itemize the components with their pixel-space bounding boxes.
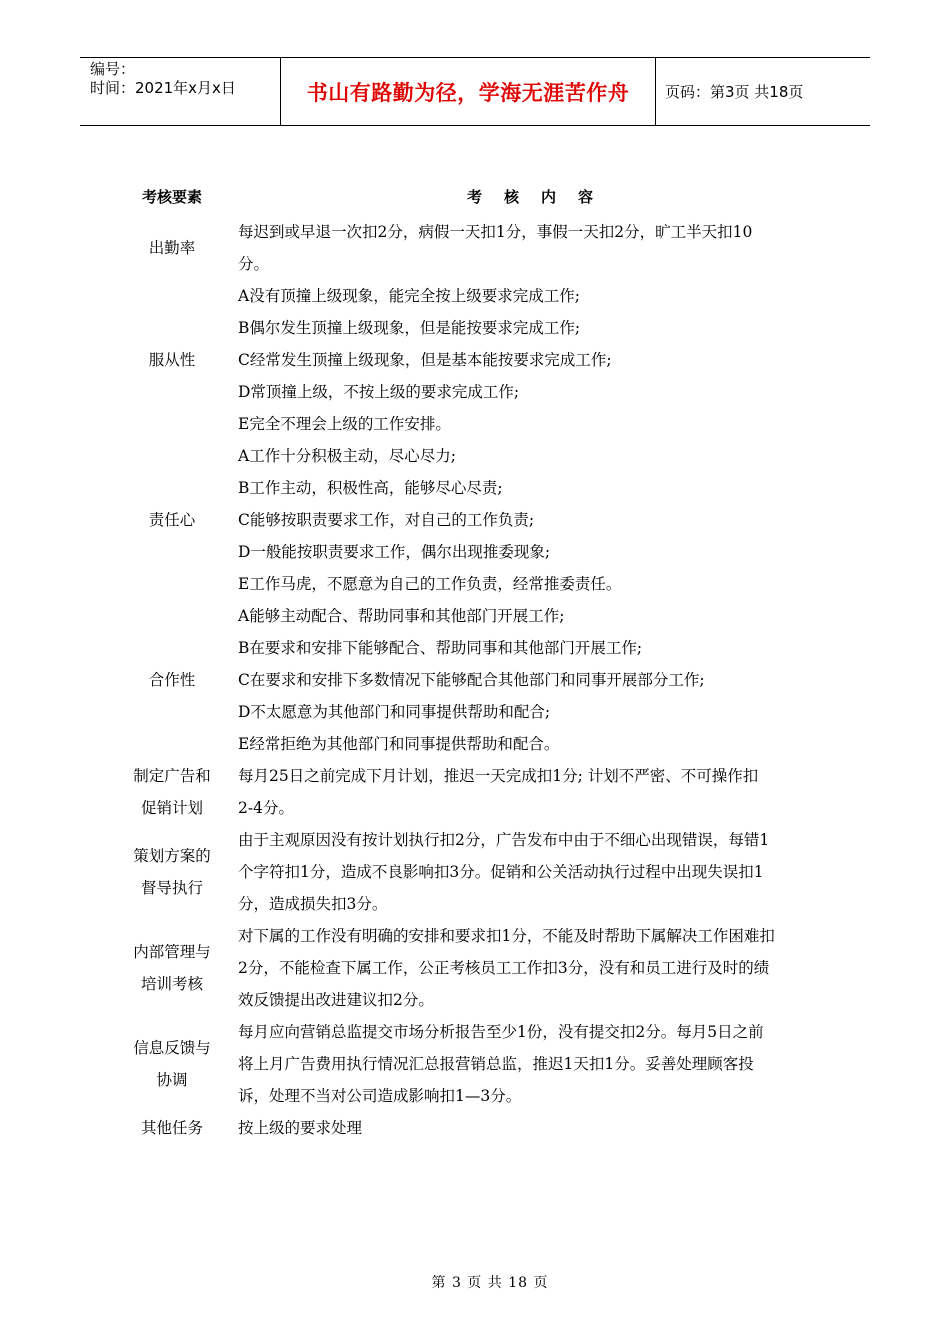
table-row: [120, 824, 840, 920]
content-line: 由于主观原因没有按计划执行扣2分，广告发布中由于不细心出现错误，每错1: [238, 831, 770, 849]
content-line: 诉，处理不当对公司造成影响扣1—3分。: [238, 1087, 522, 1105]
column-header-content: 考核内容: [466, 187, 615, 206]
row-label: 合作性: [148, 671, 196, 689]
content-line: 按上级的要求处理: [238, 1119, 363, 1137]
content-line: C在要求和安排下多数情况下能够配合其他部门和同事开展部分工作;: [238, 671, 705, 689]
content-line: 效反馈提出改进建议扣2分。: [238, 991, 434, 1009]
content-line: 2-4分。: [238, 799, 294, 817]
header-meta: [80, 58, 281, 125]
content-line: E工作马虎，不愿意为自己的工作负责，经常推委责任。: [238, 575, 622, 593]
table-row: [120, 920, 840, 1016]
assessment-table: [120, 176, 840, 1144]
content-line: C能够按职责要求工作，对自己的工作负责;: [238, 511, 535, 529]
row-label-cell: [120, 824, 224, 920]
content-line: 分，造成损失扣3分。: [238, 895, 388, 913]
row-label: 策划方案的督导执行: [133, 847, 211, 897]
content-line: B偶尔发生顶撞上级现象，但是能按要求完成工作;: [238, 319, 581, 337]
row-label: 信息反馈与协调: [133, 1039, 211, 1089]
table-row: [120, 440, 840, 600]
table-row: [120, 280, 840, 440]
row-content: [224, 760, 840, 824]
header-motto: 书山有路勤为径，学海无涯苦作舟: [281, 58, 656, 125]
table-row: [120, 600, 840, 760]
row-label-cell: [120, 1112, 224, 1144]
row-label-cell: [120, 920, 224, 1016]
number-label: 编号：: [90, 60, 136, 78]
row-label: 其他任务: [140, 1119, 203, 1137]
row-label-cell: [120, 280, 224, 440]
column-header-element: 考核要素: [141, 187, 202, 206]
content-line: 个字符扣1分，造成不良影响扣3分。促销和公关活动执行过程中出现失误扣1: [238, 863, 764, 881]
time-label: 时间：2021年x月x日: [90, 79, 236, 97]
table-body: [120, 216, 840, 1144]
table-row: [120, 216, 840, 280]
row-content: [224, 1016, 840, 1112]
row-content: [224, 600, 840, 760]
content-line: 每月应向营销总监提交市场分析报告至少1份，没有提交扣2分。每月5日之前: [238, 1023, 764, 1041]
row-content: [224, 440, 840, 600]
content-line: 分。: [238, 255, 270, 273]
row-label-cell: [120, 440, 224, 600]
content-line: C经常发生顶撞上级现象，但是基本能按要求完成工作;: [238, 351, 612, 369]
content-line: A没有顶撞上级现象，能完全按上级要求完成工作;: [238, 287, 580, 305]
content-line: 每迟到或早退一次扣2分，病假一天扣1分，事假一天扣2分，旷工半天扣10: [238, 223, 753, 241]
page-header: [80, 57, 870, 126]
table-row: [120, 1112, 840, 1144]
row-label-cell: [120, 760, 224, 824]
row-content: [224, 920, 840, 1016]
table-row: [120, 1016, 840, 1112]
content-line: D一般能按职责要求工作，偶尔出现推委现象;: [238, 543, 551, 561]
row-label: 责任心: [148, 511, 196, 529]
row-content: [224, 824, 840, 920]
content-line: E经常拒绝为其他部门和同事提供帮助和配合。: [238, 735, 560, 753]
header-page-label: 页码：第3页 共18页: [665, 83, 804, 101]
row-content: [224, 1112, 840, 1144]
content-line: D不太愿意为其他部门和同事提供帮助和配合;: [238, 703, 551, 721]
table-row: [120, 760, 840, 824]
row-label-cell: [120, 600, 224, 760]
row-label-cell: [120, 216, 224, 280]
row-content: [224, 280, 840, 440]
content-line: A能够主动配合、帮助同事和其他部门开展工作;: [238, 607, 565, 625]
content-line: 对下属的工作没有明确的安排和要求扣1分，不能及时帮助下属解决工作困难扣: [238, 927, 775, 945]
row-label: 出勤率: [148, 239, 196, 257]
page-footer: 第 3 页 共 18 页: [431, 1275, 549, 1291]
row-content: [224, 216, 840, 280]
row-label: 服从性: [148, 351, 196, 369]
row-label: 内部管理与培训考核: [133, 943, 211, 993]
content-line: B工作主动，积极性高，能够尽心尽责;: [238, 479, 503, 497]
table-header: [120, 176, 840, 216]
content-line: 2分，不能检查下属工作，公正考核员工工作扣3分，没有和员工进行及时的绩: [238, 959, 770, 977]
content-line: B在要求和安排下能够配合、帮助同事和其他部门开展工作;: [238, 639, 643, 657]
content-line: 将上月广告费用执行情况汇总报营销总监，推迟1天扣1分。妥善处理顾客投: [238, 1055, 754, 1073]
row-label-cell: [120, 1016, 224, 1112]
content-line: A工作十分积极主动，尽心尽力;: [238, 447, 456, 465]
content-line: D常顶撞上级，不按上级的要求完成工作;: [238, 383, 520, 401]
row-label: 制定广告和促销计划: [133, 767, 211, 817]
content-line: 每月25日之前完成下月计划，推迟一天完成扣1分; 计划不严密、不可操作扣: [238, 767, 759, 785]
content-line: E完全不理会上级的工作安排。: [238, 415, 451, 433]
